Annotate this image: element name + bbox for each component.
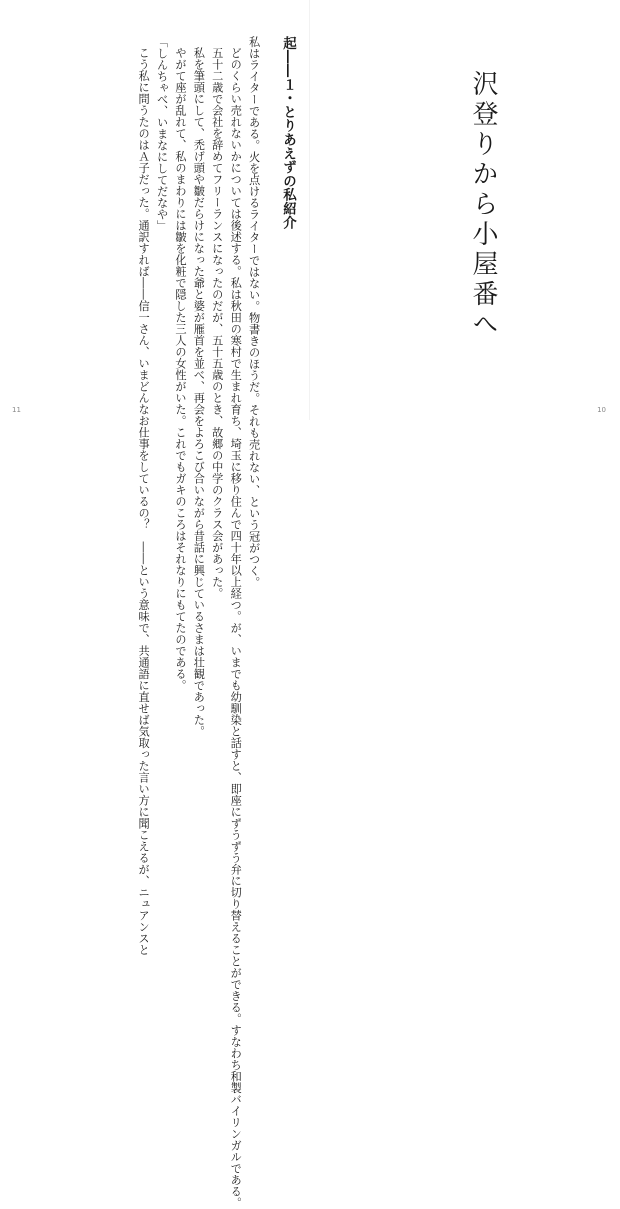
paragraph: 五十二歳で会社を辞めてフリーランスになったのだが、五十五歳のとき、故郷の中学のクラス会があった。 bbox=[210, 47, 224, 600]
paragraph: 私を筆頭にして、禿げ頭や皺だらけになった爺と婆が雁首を並べ、再会をよろこび合いながら昔話に興じているさまは壮観であった。 bbox=[192, 47, 206, 738]
right-page bbox=[310, 0, 620, 420]
paragraph: 私はライターである。火を点けるライターではない。物書きのほうだ。それも売れない、という冠がつく。 bbox=[247, 36, 261, 588]
section-heading: 起――１・とりあえずの私紹介 bbox=[280, 36, 296, 230]
page-number: 11 bbox=[12, 406, 21, 414]
body-text bbox=[134, 36, 297, 1209]
chapter-title: 沢登りから小屋番へ bbox=[468, 70, 498, 340]
page-number: 10 bbox=[597, 406, 606, 414]
paragraph: こう私に問うたのはＡ子だった。通訳すれば――信一さん、いまどんなお仕事をしているの？ ――という意味で、共通語に直せば気取った言い方に聞こえるが、ニュアンスと bbox=[137, 47, 151, 956]
dialogue-line: 「しんちゃべ、いまなにしてだなや」 bbox=[155, 36, 169, 232]
paragraph: やがて座が乱れて、私のまわりには皺を化粧で隠した三人の女性がいた。これでもガキのころはそれなりにもてたのである。 bbox=[173, 47, 187, 692]
paragraph: どのくらい売れないかについては後述する。私は秋田の寒村で生まれ育ち、埼玉に移り住んで四十年以上経つ。が、いまでも幼馴染と話すと、即座にずうずう弁に切り替えることができる。すなわち和製バイリンガルである。 bbox=[229, 47, 243, 1209]
